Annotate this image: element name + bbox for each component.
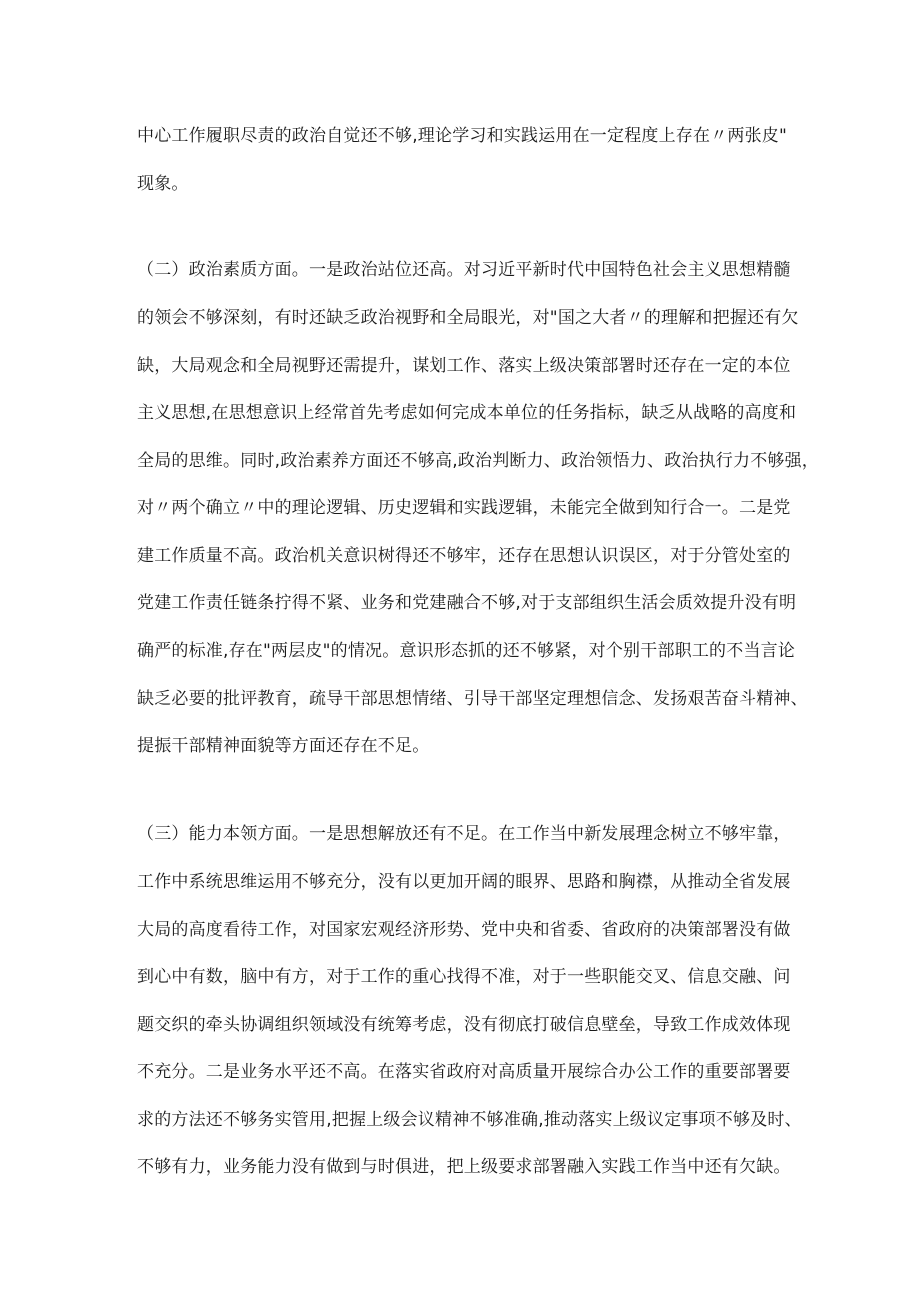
paragraph-line: 对〃两个确立〃中的理论逻辑、历史逻辑和实践逻辑，未能完全做到知行合一。二是党 — [137, 498, 791, 518]
paragraph-line: 大局的高度看待工作，对国家宏观经济形势、党中央和省委、省政府的决策部署没有做 — [137, 920, 791, 940]
paragraph-line: 不够有力，业务能力没有做到与时俱进，把上级要求部署融入实践工作当中还有欠缺。 — [137, 1157, 791, 1177]
paragraph-line: 主义思想,在思想意识上经常首先考虑如何完成本单位的任务指标，缺乏从战略的高度和 — [137, 403, 797, 423]
paragraph-line: 提振干部精神面貌等方面还存在不足。 — [137, 736, 430, 756]
paragraph-line: 缺，大局观念和全局视野还需提升，谋划工作、落实上级决策部署时还存在一定的本位 — [137, 356, 791, 376]
paragraph-line: 的领会不够深刻，有时还缺乏政治视野和全局眼光，对"国之大者〃的理解和把握还有欠 — [137, 308, 799, 328]
paragraph-line: 题交织的牵头协调组织领域没有统筹考虑，没有彻底打破信息壁垒，导致工作成效体现 — [137, 1015, 791, 1035]
paragraph-line: 求的方法还不够务实管用,把握上级会议精神不够准确,推动落实上级议定事项不够及时、 — [137, 1110, 802, 1130]
paragraph-line: （二）政治素质方面。一是政治站位还高。对习近平新时代中国特色社会主义思想精髓 — [137, 260, 791, 280]
paragraph-line: 确严的标准,存在"两层皮"的情况。意识形态抓的还不够紧，对个别干部职工的不当言论 — [137, 641, 796, 661]
paragraph-line: 现象。 — [137, 174, 189, 194]
paragraph-line: 建工作质量不高。政治机关意识树得还不够牢，还存在思想认识误区，对于分管处室的 — [137, 546, 791, 566]
paragraph-line: 中心工作履职尽责的政治自觉还不够,理论学习和实践运用在一定程度上存在〃两张皮" — [137, 126, 788, 146]
paragraph-line: 全局的思维。同时,政治素养方面还不够高,政治判断力、政治领悟力、政治执行力不够强， — [137, 451, 820, 471]
paragraph-line: 工作中系统思维运用不够充分，没有以更加开阔的眼界、思路和胸襟，从推动全省发展 — [137, 872, 791, 892]
paragraph-line: （三）能力本领方面。一是思想解放还有不足。在工作当中新发展理念树立不够牢靠， — [137, 824, 791, 844]
paragraph-line: 党建工作责任链条拧得不紧、业务和党建融合不够,对于支部组织生活会质效提升没有明 — [137, 593, 797, 613]
paragraph-line: 到心中有数，脑中有方，对于工作的重心找得不准，对于一些职能交叉、信息交融、问 — [137, 967, 791, 987]
paragraph-line: 缺乏必要的批评教育，疏导干部思想情绪、引导干部坚定理想信念、发扬艰苦奋斗精神、 — [137, 689, 808, 709]
paragraph-line: 不充分。二是业务水平还不高。在落实省政府对高质量开展综合办公工作的重要部署要 — [137, 1062, 791, 1082]
